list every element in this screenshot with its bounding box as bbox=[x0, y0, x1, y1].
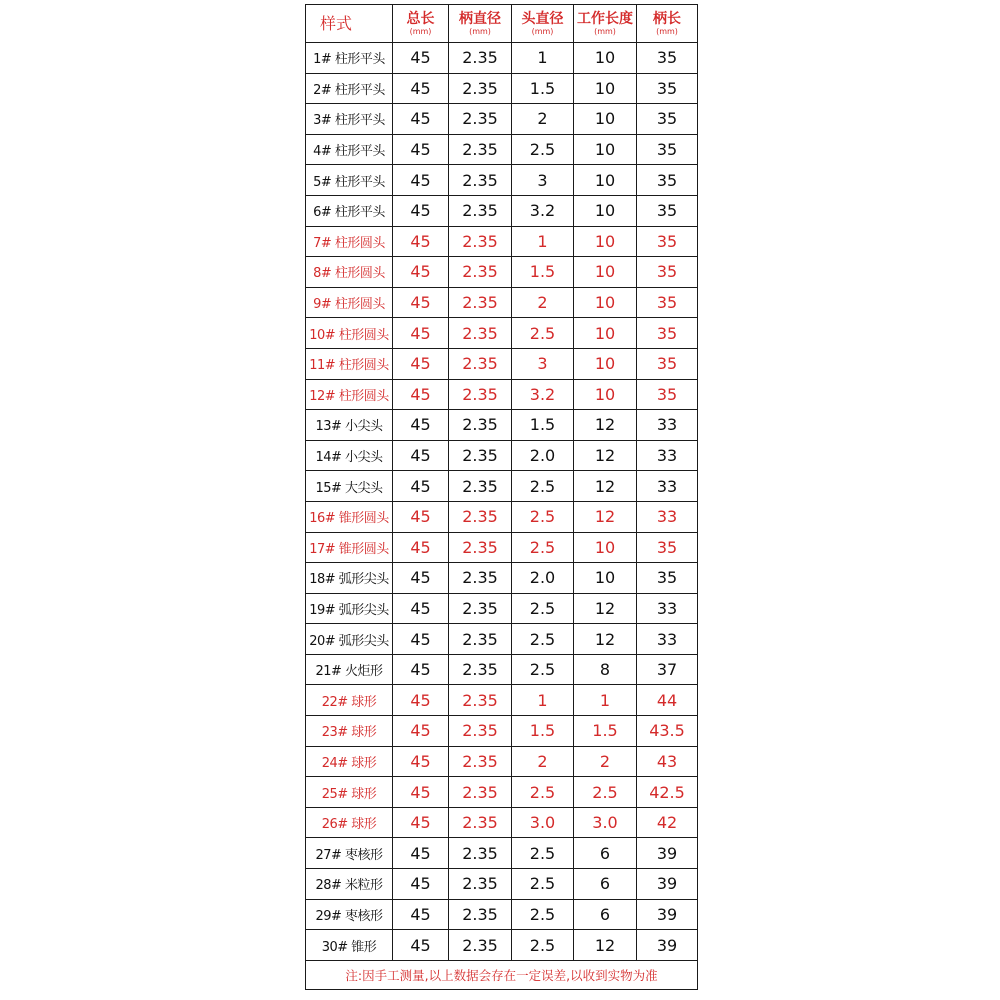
cell-total-length: 45 bbox=[393, 807, 449, 838]
table-row bbox=[306, 410, 698, 441]
cell-shank-diameter: 2.35 bbox=[449, 195, 512, 226]
cell-shank-diameter: 2.35 bbox=[449, 593, 512, 624]
row-style: 26# 球形 bbox=[306, 807, 393, 838]
cell-shank-length: 35 bbox=[637, 379, 698, 410]
header-head-diameter bbox=[512, 5, 574, 43]
cell-working-length: 12 bbox=[574, 624, 637, 655]
table-row bbox=[306, 869, 698, 900]
table-row bbox=[306, 807, 698, 838]
cell-shank-diameter: 2.35 bbox=[449, 410, 512, 441]
cell-working-length: 10 bbox=[574, 134, 637, 165]
row-style: 5# 柱形平头 bbox=[306, 165, 393, 196]
header-unit: (mm) bbox=[656, 26, 678, 36]
cell-shank-diameter: 2.35 bbox=[449, 685, 512, 716]
table-row bbox=[306, 318, 698, 349]
cell-total-length: 45 bbox=[393, 43, 449, 74]
cell-total-length: 45 bbox=[393, 624, 449, 655]
cell-head-diameter: 3 bbox=[512, 348, 574, 379]
cell-shank-diameter: 2.35 bbox=[449, 348, 512, 379]
row-style: 3# 柱形平头 bbox=[306, 104, 393, 135]
cell-shank-length: 33 bbox=[637, 440, 698, 471]
cell-shank-diameter: 2.35 bbox=[449, 257, 512, 288]
cell-head-diameter: 1.5 bbox=[512, 73, 574, 104]
cell-shank-length: 33 bbox=[637, 501, 698, 532]
cell-shank-length: 39 bbox=[637, 930, 698, 961]
cell-shank-length: 33 bbox=[637, 593, 698, 624]
cell-head-diameter: 1 bbox=[512, 43, 574, 74]
cell-shank-diameter: 2.35 bbox=[449, 134, 512, 165]
cell-shank-length: 35 bbox=[637, 318, 698, 349]
cell-total-length: 45 bbox=[393, 287, 449, 318]
cell-working-length: 2.5 bbox=[574, 777, 637, 808]
cell-shank-length: 42 bbox=[637, 807, 698, 838]
cell-shank-diameter: 2.35 bbox=[449, 807, 512, 838]
table-row bbox=[306, 379, 698, 410]
cell-working-length: 10 bbox=[574, 348, 637, 379]
cell-working-length: 10 bbox=[574, 73, 637, 104]
cell-total-length: 45 bbox=[393, 73, 449, 104]
cell-total-length: 45 bbox=[393, 379, 449, 410]
cell-total-length: 45 bbox=[393, 593, 449, 624]
table-row bbox=[306, 563, 698, 594]
cell-working-length: 12 bbox=[574, 410, 637, 441]
row-style: 25# 球形 bbox=[306, 777, 393, 808]
table-row bbox=[306, 257, 698, 288]
cell-head-diameter: 2.5 bbox=[512, 471, 574, 502]
cell-shank-length: 35 bbox=[637, 226, 698, 257]
cell-shank-length: 35 bbox=[637, 287, 698, 318]
row-style: 11# 柱形圆头 bbox=[306, 348, 393, 379]
table-row bbox=[306, 899, 698, 930]
header-unit: (mm) bbox=[469, 26, 491, 36]
cell-shank-diameter: 2.35 bbox=[449, 899, 512, 930]
cell-shank-length: 43.5 bbox=[637, 716, 698, 747]
row-style: 23# 球形 bbox=[306, 716, 393, 747]
cell-total-length: 45 bbox=[393, 226, 449, 257]
table-row bbox=[306, 348, 698, 379]
table-row bbox=[306, 654, 698, 685]
cell-shank-length: 44 bbox=[637, 685, 698, 716]
cell-working-length: 10 bbox=[574, 195, 637, 226]
cell-shank-length: 35 bbox=[637, 348, 698, 379]
cell-shank-diameter: 2.35 bbox=[449, 104, 512, 135]
cell-working-length: 10 bbox=[574, 379, 637, 410]
cell-head-diameter: 2.5 bbox=[512, 654, 574, 685]
cell-shank-diameter: 2.35 bbox=[449, 624, 512, 655]
cell-head-diameter: 1.5 bbox=[512, 410, 574, 441]
cell-shank-diameter: 2.35 bbox=[449, 226, 512, 257]
cell-shank-length: 39 bbox=[637, 869, 698, 900]
row-style: 14# 小尖头 bbox=[306, 440, 393, 471]
table-row bbox=[306, 624, 698, 655]
cell-working-length: 10 bbox=[574, 287, 637, 318]
row-style: 19# 弧形尖头 bbox=[306, 593, 393, 624]
header-row bbox=[306, 5, 698, 43]
header-label: 柄直径 bbox=[459, 10, 501, 27]
cell-shank-diameter: 2.35 bbox=[449, 43, 512, 74]
row-style: 28# 米粒形 bbox=[306, 869, 393, 900]
cell-total-length: 45 bbox=[393, 501, 449, 532]
spec-table-container bbox=[305, 4, 697, 990]
table-body bbox=[306, 43, 698, 961]
cell-total-length: 45 bbox=[393, 899, 449, 930]
row-style: 16# 锥形圆头 bbox=[306, 501, 393, 532]
row-style: 15# 大尖头 bbox=[306, 471, 393, 502]
table-row bbox=[306, 440, 698, 471]
cell-head-diameter: 2.5 bbox=[512, 624, 574, 655]
table-row bbox=[306, 43, 698, 74]
cell-working-length: 10 bbox=[574, 165, 637, 196]
cell-shank-length: 35 bbox=[637, 532, 698, 563]
cell-shank-length: 39 bbox=[637, 838, 698, 869]
cell-total-length: 45 bbox=[393, 440, 449, 471]
cell-shank-diameter: 2.35 bbox=[449, 471, 512, 502]
row-style: 6# 柱形平头 bbox=[306, 195, 393, 226]
cell-shank-length: 35 bbox=[637, 165, 698, 196]
cell-shank-length: 35 bbox=[637, 73, 698, 104]
cell-working-length: 10 bbox=[574, 43, 637, 74]
header-total-length bbox=[393, 5, 449, 43]
cell-shank-length: 43 bbox=[637, 746, 698, 777]
cell-head-diameter: 1.5 bbox=[512, 257, 574, 288]
cell-head-diameter: 2.5 bbox=[512, 318, 574, 349]
cell-head-diameter: 2.5 bbox=[512, 930, 574, 961]
header-working-length bbox=[574, 5, 637, 43]
cell-shank-diameter: 2.35 bbox=[449, 777, 512, 808]
row-style: 4# 柱形平头 bbox=[306, 134, 393, 165]
cell-shank-diameter: 2.35 bbox=[449, 654, 512, 685]
cell-head-diameter: 2.0 bbox=[512, 440, 574, 471]
cell-shank-diameter: 2.35 bbox=[449, 287, 512, 318]
spec-table bbox=[305, 4, 698, 990]
cell-total-length: 45 bbox=[393, 134, 449, 165]
cell-shank-length: 33 bbox=[637, 410, 698, 441]
row-style: 21# 火炬形 bbox=[306, 654, 393, 685]
header-shank-diameter bbox=[449, 5, 512, 43]
cell-shank-diameter: 2.35 bbox=[449, 379, 512, 410]
cell-working-length: 8 bbox=[574, 654, 637, 685]
footer-note: 注:因手工测量,以上数据会存在一定误差,以收到实物为准 bbox=[306, 960, 698, 989]
cell-total-length: 45 bbox=[393, 471, 449, 502]
cell-shank-diameter: 2.35 bbox=[449, 746, 512, 777]
table-row bbox=[306, 593, 698, 624]
cell-total-length: 45 bbox=[393, 318, 449, 349]
cell-shank-length: 35 bbox=[637, 563, 698, 594]
header-shank-length bbox=[637, 5, 698, 43]
cell-head-diameter: 3.2 bbox=[512, 379, 574, 410]
cell-total-length: 45 bbox=[393, 869, 449, 900]
cell-shank-diameter: 2.35 bbox=[449, 930, 512, 961]
row-style: 20# 弧形尖头 bbox=[306, 624, 393, 655]
cell-shank-diameter: 2.35 bbox=[449, 869, 512, 900]
table-row bbox=[306, 930, 698, 961]
cell-head-diameter: 2.5 bbox=[512, 134, 574, 165]
table-row bbox=[306, 501, 698, 532]
table-row bbox=[306, 471, 698, 502]
cell-head-diameter: 2.5 bbox=[512, 501, 574, 532]
cell-working-length: 6 bbox=[574, 838, 637, 869]
cell-working-length: 10 bbox=[574, 257, 637, 288]
header-label: 总长 bbox=[406, 10, 435, 27]
cell-working-length: 10 bbox=[574, 532, 637, 563]
table-row bbox=[306, 195, 698, 226]
table-row bbox=[306, 287, 698, 318]
row-style: 8# 柱形圆头 bbox=[306, 257, 393, 288]
cell-head-diameter: 2.0 bbox=[512, 563, 574, 594]
cell-shank-length: 35 bbox=[637, 195, 698, 226]
row-style: 10# 柱形圆头 bbox=[306, 318, 393, 349]
table-row bbox=[306, 165, 698, 196]
table-row bbox=[306, 104, 698, 135]
cell-shank-diameter: 2.35 bbox=[449, 165, 512, 196]
cell-shank-length: 42.5 bbox=[637, 777, 698, 808]
cell-working-length: 6 bbox=[574, 869, 637, 900]
cell-working-length: 10 bbox=[574, 563, 637, 594]
header-style: 样式 bbox=[306, 5, 393, 43]
header-unit: (mm) bbox=[531, 26, 554, 36]
table-row bbox=[306, 73, 698, 104]
cell-total-length: 45 bbox=[393, 104, 449, 135]
table-row bbox=[306, 716, 698, 747]
cell-total-length: 45 bbox=[393, 195, 449, 226]
cell-total-length: 45 bbox=[393, 348, 449, 379]
table-row bbox=[306, 777, 698, 808]
cell-shank-diameter: 2.35 bbox=[449, 318, 512, 349]
row-style: 12# 柱形圆头 bbox=[306, 379, 393, 410]
row-style: 17# 锥形圆头 bbox=[306, 532, 393, 563]
cell-shank-diameter: 2.35 bbox=[449, 440, 512, 471]
row-style: 18# 弧形尖头 bbox=[306, 563, 393, 594]
cell-shank-diameter: 2.35 bbox=[449, 501, 512, 532]
cell-head-diameter: 2.5 bbox=[512, 593, 574, 624]
cell-working-length: 12 bbox=[574, 593, 637, 624]
cell-shank-diameter: 2.35 bbox=[449, 73, 512, 104]
row-style: 7# 柱形圆头 bbox=[306, 226, 393, 257]
cell-total-length: 45 bbox=[393, 716, 449, 747]
cell-working-length: 10 bbox=[574, 104, 637, 135]
cell-shank-diameter: 2.35 bbox=[449, 532, 512, 563]
row-style: 9# 柱形圆头 bbox=[306, 287, 393, 318]
row-style: 22# 球形 bbox=[306, 685, 393, 716]
header-unit: (mm) bbox=[409, 26, 432, 36]
cell-head-diameter: 2.5 bbox=[512, 869, 574, 900]
cell-total-length: 45 bbox=[393, 165, 449, 196]
cell-total-length: 45 bbox=[393, 685, 449, 716]
cell-head-diameter: 1 bbox=[512, 685, 574, 716]
cell-head-diameter: 2 bbox=[512, 287, 574, 318]
cell-shank-length: 33 bbox=[637, 624, 698, 655]
cell-head-diameter: 2 bbox=[512, 104, 574, 135]
cell-shank-length: 35 bbox=[637, 104, 698, 135]
cell-shank-diameter: 2.35 bbox=[449, 838, 512, 869]
cell-shank-length: 39 bbox=[637, 899, 698, 930]
cell-shank-length: 35 bbox=[637, 257, 698, 288]
cell-head-diameter: 2 bbox=[512, 746, 574, 777]
row-style: 13# 小尖头 bbox=[306, 410, 393, 441]
cell-total-length: 45 bbox=[393, 257, 449, 288]
cell-shank-length: 35 bbox=[637, 43, 698, 74]
cell-total-length: 45 bbox=[393, 777, 449, 808]
cell-head-diameter: 2.5 bbox=[512, 899, 574, 930]
cell-shank-diameter: 2.35 bbox=[449, 716, 512, 747]
cell-shank-diameter: 2.35 bbox=[449, 563, 512, 594]
cell-working-length: 1 bbox=[574, 685, 637, 716]
cell-head-diameter: 3.2 bbox=[512, 195, 574, 226]
cell-total-length: 45 bbox=[393, 532, 449, 563]
cell-working-length: 2 bbox=[574, 746, 637, 777]
cell-total-length: 45 bbox=[393, 746, 449, 777]
table-row bbox=[306, 532, 698, 563]
cell-total-length: 45 bbox=[393, 563, 449, 594]
row-style: 24# 球形 bbox=[306, 746, 393, 777]
cell-head-diameter: 2.5 bbox=[512, 838, 574, 869]
table-row bbox=[306, 685, 698, 716]
cell-total-length: 45 bbox=[393, 410, 449, 441]
table-row bbox=[306, 134, 698, 165]
cell-head-diameter: 3.0 bbox=[512, 807, 574, 838]
cell-shank-length: 35 bbox=[637, 134, 698, 165]
cell-shank-length: 33 bbox=[637, 471, 698, 502]
table-row bbox=[306, 746, 698, 777]
cell-working-length: 6 bbox=[574, 899, 637, 930]
cell-total-length: 45 bbox=[393, 838, 449, 869]
cell-working-length: 10 bbox=[574, 226, 637, 257]
cell-working-length: 12 bbox=[574, 471, 637, 502]
footer-row bbox=[306, 960, 698, 989]
row-style: 27# 枣核形 bbox=[306, 838, 393, 869]
cell-working-length: 3.0 bbox=[574, 807, 637, 838]
row-style: 29# 枣核形 bbox=[306, 899, 393, 930]
cell-head-diameter: 2.5 bbox=[512, 532, 574, 563]
cell-head-diameter: 2.5 bbox=[512, 777, 574, 808]
header-label: 头直径 bbox=[521, 10, 564, 27]
row-style: 2# 柱形平头 bbox=[306, 73, 393, 104]
cell-head-diameter: 1.5 bbox=[512, 716, 574, 747]
table-row bbox=[306, 838, 698, 869]
cell-working-length: 12 bbox=[574, 440, 637, 471]
cell-total-length: 45 bbox=[393, 654, 449, 685]
table-row bbox=[306, 226, 698, 257]
row-style: 1# 柱形平头 bbox=[306, 43, 393, 74]
cell-shank-length: 37 bbox=[637, 654, 698, 685]
cell-head-diameter: 1 bbox=[512, 226, 574, 257]
cell-working-length: 12 bbox=[574, 501, 637, 532]
header-unit: (mm) bbox=[594, 26, 616, 36]
row-style: 30# 锥形 bbox=[306, 930, 393, 961]
cell-working-length: 12 bbox=[574, 930, 637, 961]
cell-working-length: 10 bbox=[574, 318, 637, 349]
cell-head-diameter: 3 bbox=[512, 165, 574, 196]
cell-working-length: 1.5 bbox=[574, 716, 637, 747]
header-label: 柄长 bbox=[653, 10, 681, 27]
header-label: 工作长度 bbox=[577, 10, 633, 27]
cell-total-length: 45 bbox=[393, 930, 449, 961]
